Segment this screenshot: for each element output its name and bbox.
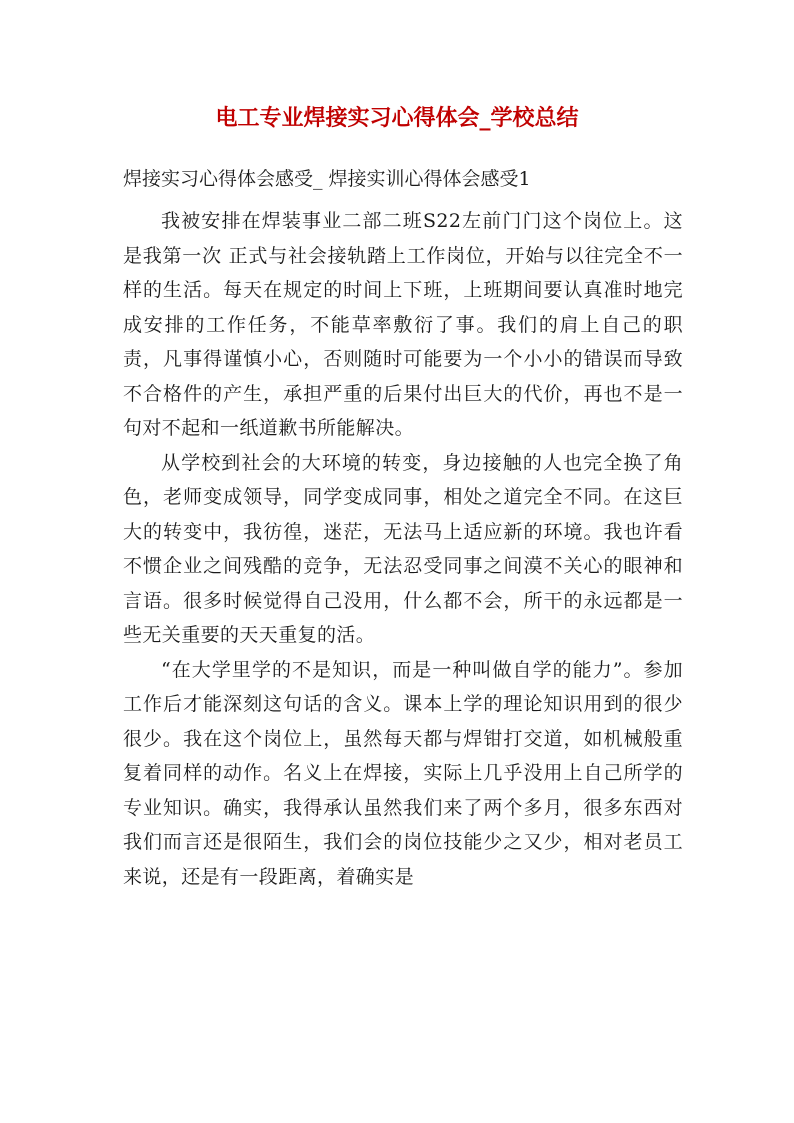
paragraph-3: “在大学里学的不是知识，而是一种叫做自学的能力”。参加工作后才能深刻这句话的含义。课本上学的理论知识用到的很少很少。我在这个岗位上，虽然每天都与焊钳打交道，如机械般重复着同样的动作。名义上在焊接，实际上几乎没用上自己所学的专业知识。确实，我得承认虽然我们来了两个多月，很多东西对我们而言还是很陌生，我们会的岗位技能少之又少，相对老员工来说，还是有一段距离，着确实是 [123, 658, 683, 888]
paragraph-1: 我被安排在焊装事业二部二班S22左前门门这个岗位上。这是我第一次 正式与社会接轨踏上工作岗位，开始与以往完全不一样的生活。每天在规定的时间上下班，上班期间要认真准时地完成安排的工作任务，不能草率敷衍了事。我们的肩上自己的职责，凡事得谨慎小心，否则随时可能要为一个小小的错误而导致不合格件的产生，承担严重的后果付出巨大的代价，再也不是一句对不起和一纸道歉书所能解决。 [123, 210, 683, 439]
paragraph-2: 从学校到社会的大环境的转变，身边接触的人也完全换了角色，老师变成领导，同学变成同事，相处之道完全不同。在这巨大的转变中，我彷徨，迷茫，无法马上适应新的环境。我也许看不惯企业之间残酷的竞争，无法忍受同事之间漠不关心的眼神和言语。很多时候觉得自己没用，什么都不会，所干的永远都是一些无关重要的天天重复的活。 [123, 451, 683, 646]
document-title: 电工专业焊接实习心得体会_学校总结 [215, 105, 579, 131]
document-subtitle: 焊接实习心得体会感受_ 焊接实训心得体会感受1 [123, 168, 531, 190]
document-body [123, 204, 683, 894]
